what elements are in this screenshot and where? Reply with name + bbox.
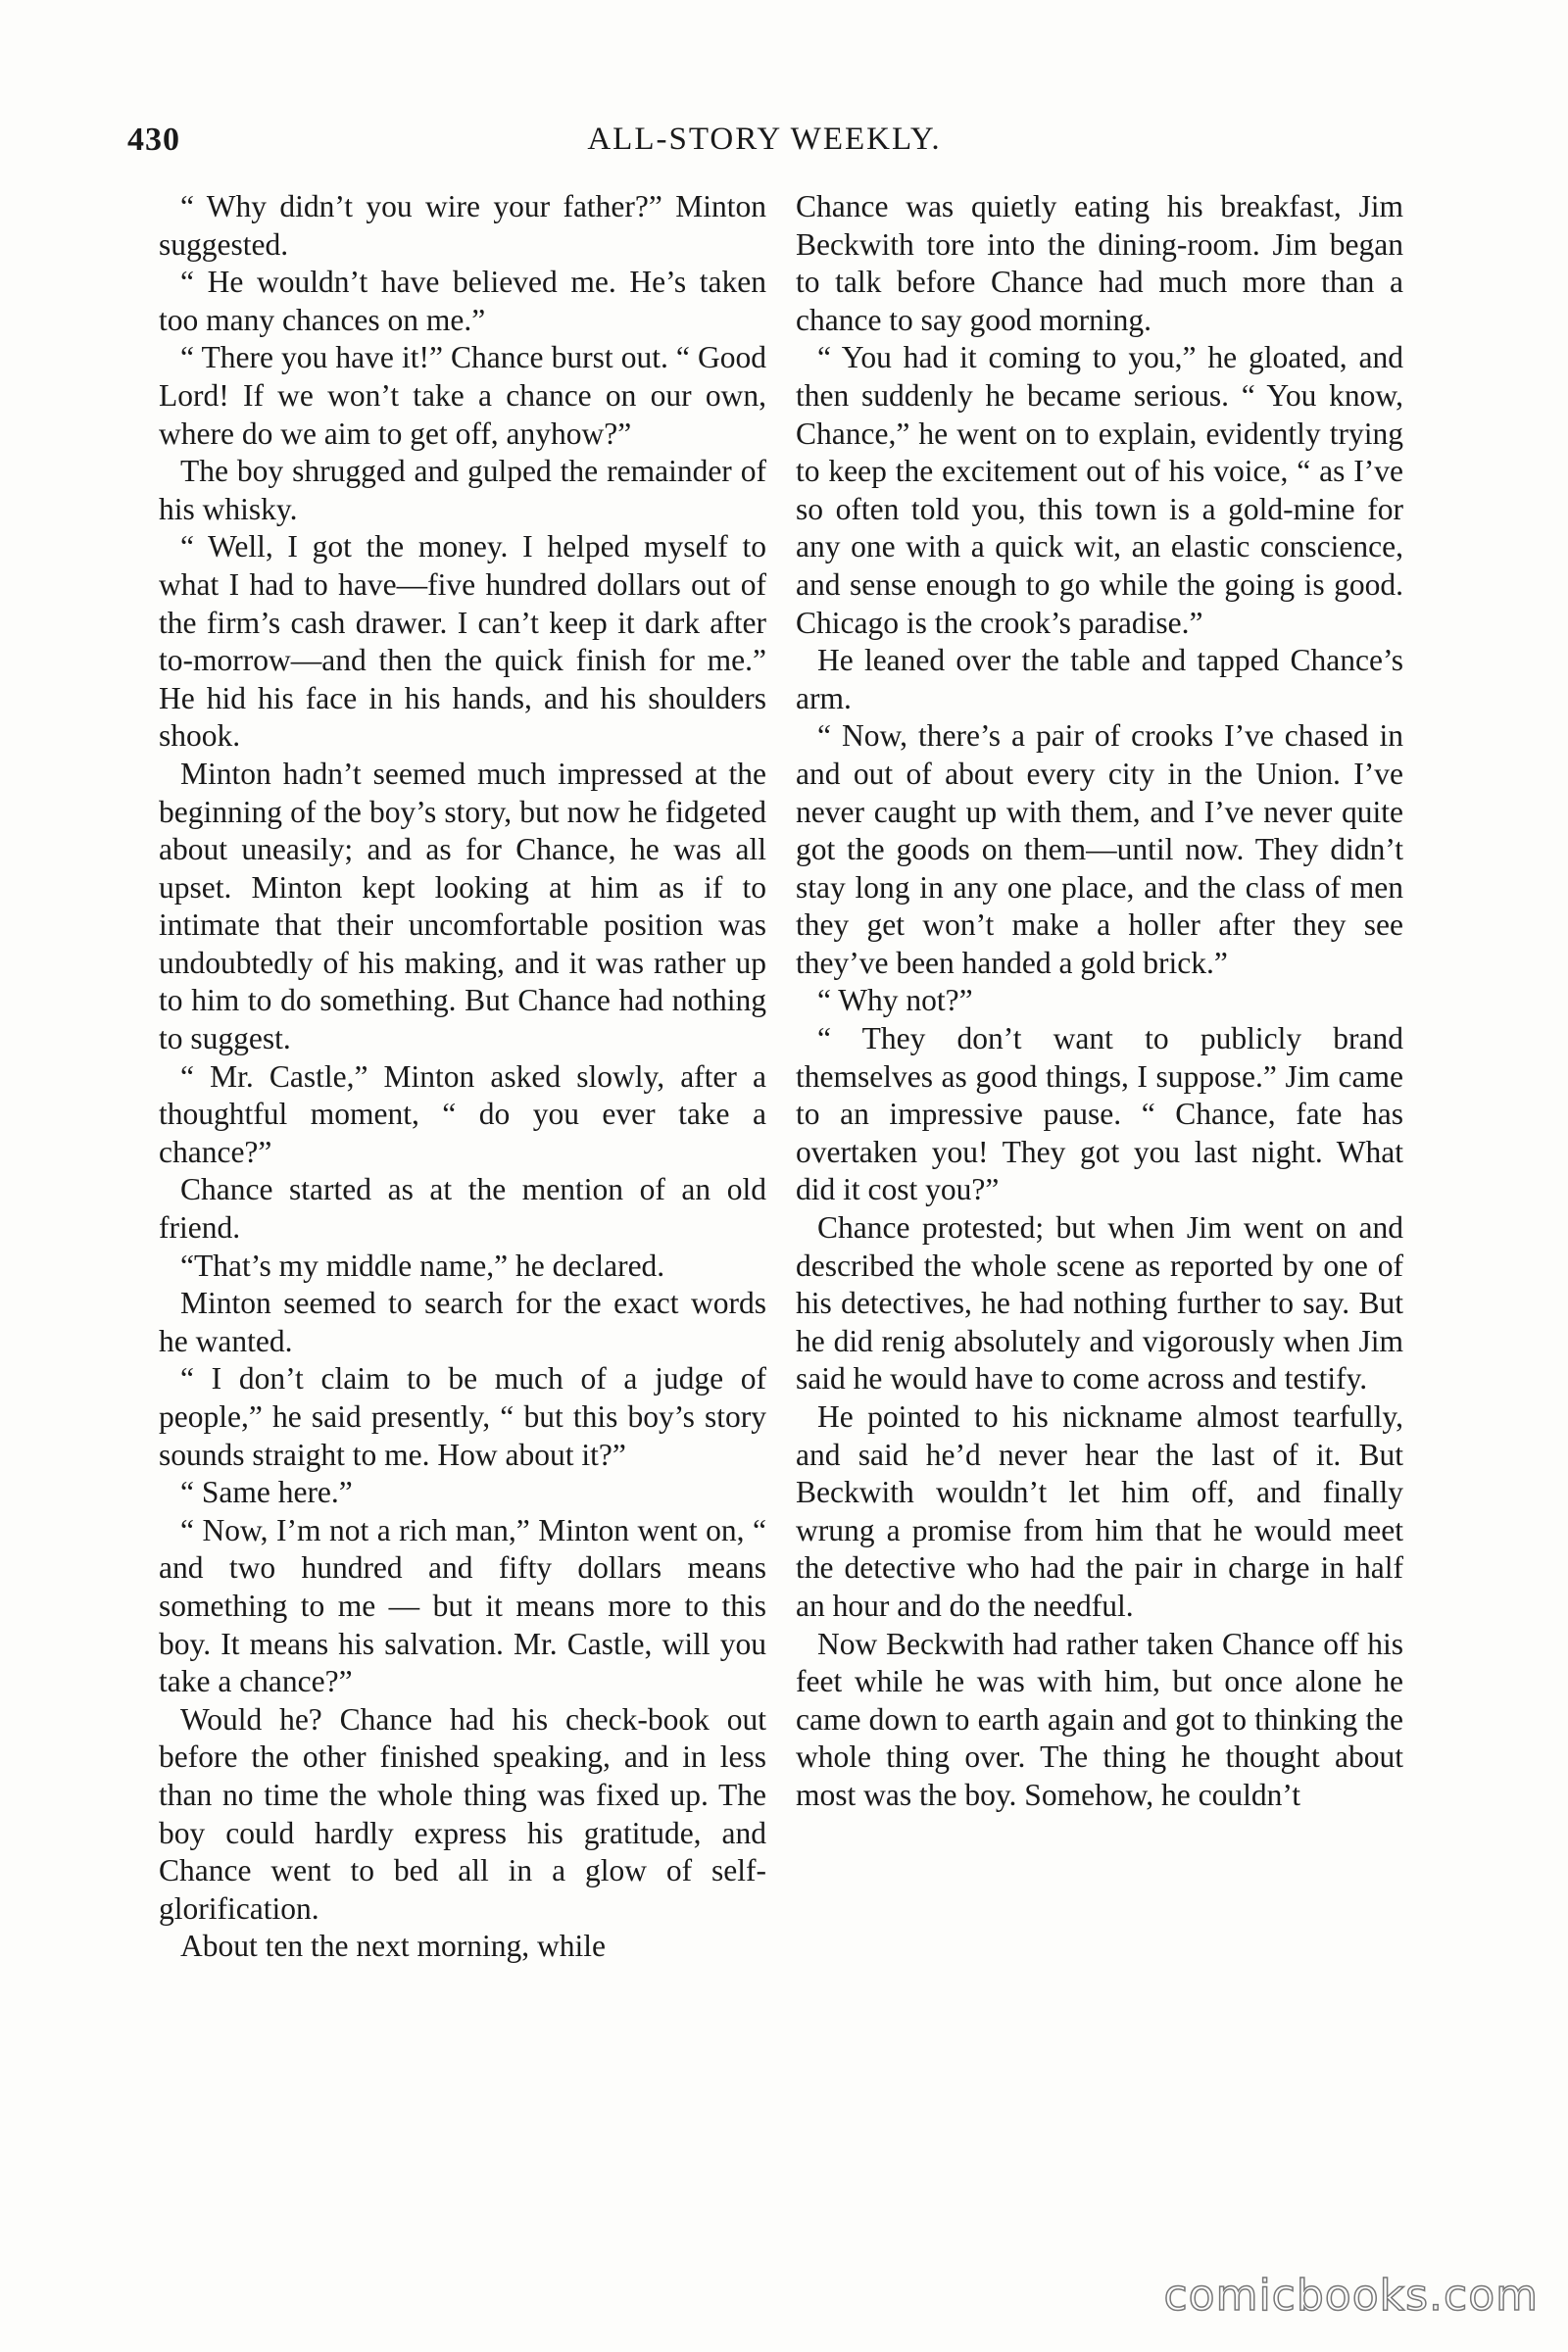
paragraph: “ Same here.” [180,1475,353,1510]
paragraph: “That’s my middle name,” he declared. [180,1248,665,1283]
paragraph: “ Now, there’s a pair of crooks I’ve chased in and out of about every city in the Union. I’ve never caught up with them, and I’ve never quite got the goods on them—until now. They didn’t stay long in any one place, and the class of men they get won’t make a holler after they see they’ve been handed a gold brick.” [796,718,1403,980]
paragraph: Now Beckwith had rather taken Chance off his feet while he was with him, but once alone he came down to earth again and got to thinking the whole thing over. The thing he thought about most was the boy. Somehow, he couldn’t [796,1626,1403,1812]
page-number: 430 [127,122,180,158]
watermark-logo: comicbooks.com [1163,2271,1539,2321]
paragraph: Chance protested; but when Jim went on and described the whole scene as reported by one of his detectives, he had nothing further to say. But he did renig absolutely and vigorously when Jim said he would have to come across and testify. [796,1210,1403,1396]
paragraph: “ Why not?” [817,983,973,1018]
paragraph: “ Now, I’m not a rich man,” Minton went on, “ and two hundred and fifty dollars means something to me — but it means more to this boy. It means his salvation. Mr. Castle, will you take a chance?” [159,1512,766,1699]
paragraph: Minton hadn’t seemed much impressed at the beginning of the boy’s story, but now he fidgeted about uneasily; and as for Chance, he was all upset. Minton kept looking at him as if to intimate that their uncomfortable position was undoubtedly of his making, and it was rather up to him to do something. But Chance had nothing to suggest. [159,756,766,1056]
paragraph: “ I don’t claim to be much of a judge of people,” he said presently, “ but this boy’s story sounds straight to me. How about it?” [159,1361,766,1472]
paragraph: He pointed to his nickname almost tearfully, and said he’d never hear the last of it. But Beckwith wouldn’t let him off, and finally wrung a promise from him that he would meet the detective who had the pair in charge in half an hour and do the needful. [796,1399,1403,1623]
paragraph: “ He wouldn’t have believed me. He’s taken too many chances on me.” [159,265,766,337]
paragraph: “ Why didn’t you wire your father?” Minton suggested. [159,189,766,262]
page-header [127,122,1401,171]
paragraph: “ They don’t want to publicly brand themselves as good things, I suppose.” Jim came to an impressive pause. “ Chance, fate has overtaken you! They got you last night. What did it cost you?” [796,1021,1403,1207]
paragraph-continuation: Chance was quietly eating his breakfast, Jim Beckwith tore into the dining-room. Jim began to talk before Chance had much more than a chance to say good morning. [796,189,1403,337]
paragraph: He leaned over the table and tapped Chance’s arm. [796,643,1403,715]
paragraph: “ Well, I got the money. I helped myself to what I had to have—five hundred dollars out of the firm’s cash drawer. I can’t keep it dark after to-morrow—and then the quick finish for me.” He hid his face in his hands, and his shoulders shook. [159,529,766,754]
paragraph: Chance started as at the mention of an old friend. [159,1172,766,1246]
left-column [159,188,766,1966]
paragraph: Would he? Chance had his check-book out before the other finished speaking, and in less than no time the whole thing was fixed up. The boy could hardly express his gratitude, and Chance went to bed all in a glow of self-glorification. [159,1701,766,1926]
paragraph: Minton seemed to search for the exact words he wanted. [159,1286,766,1358]
right-column [796,188,1403,1815]
paragraph: “ Mr. Castle,” Minton asked slowly, after a thoughtful moment, “ do you ever take a chance?” [159,1058,766,1169]
paragraph: “ You had it coming to you,” he gloated, and then suddenly he became serious. “ You know, Chance,” he went on to explain, evidently trying to keep the excitement out of his voice, “ as I’ve so often told you, this town is a gold-mine for any one with a quick wit, an elastic conscience, and sense enough to go while the going is good. Chicago is the crook’s paradise.” [796,340,1403,640]
paragraph: “ There you have it!” Chance burst out. “ Good Lord! If we won’t take a chance on our own, where do we aim to get off, anyhow?” [159,340,766,451]
paragraph: The boy shrugged and gulped the remainder of his whisky. [159,454,766,526]
running-title: ALL-STORY WEEKLY. [587,122,942,157]
paragraph: About ten the next morning, while [180,1929,606,1964]
